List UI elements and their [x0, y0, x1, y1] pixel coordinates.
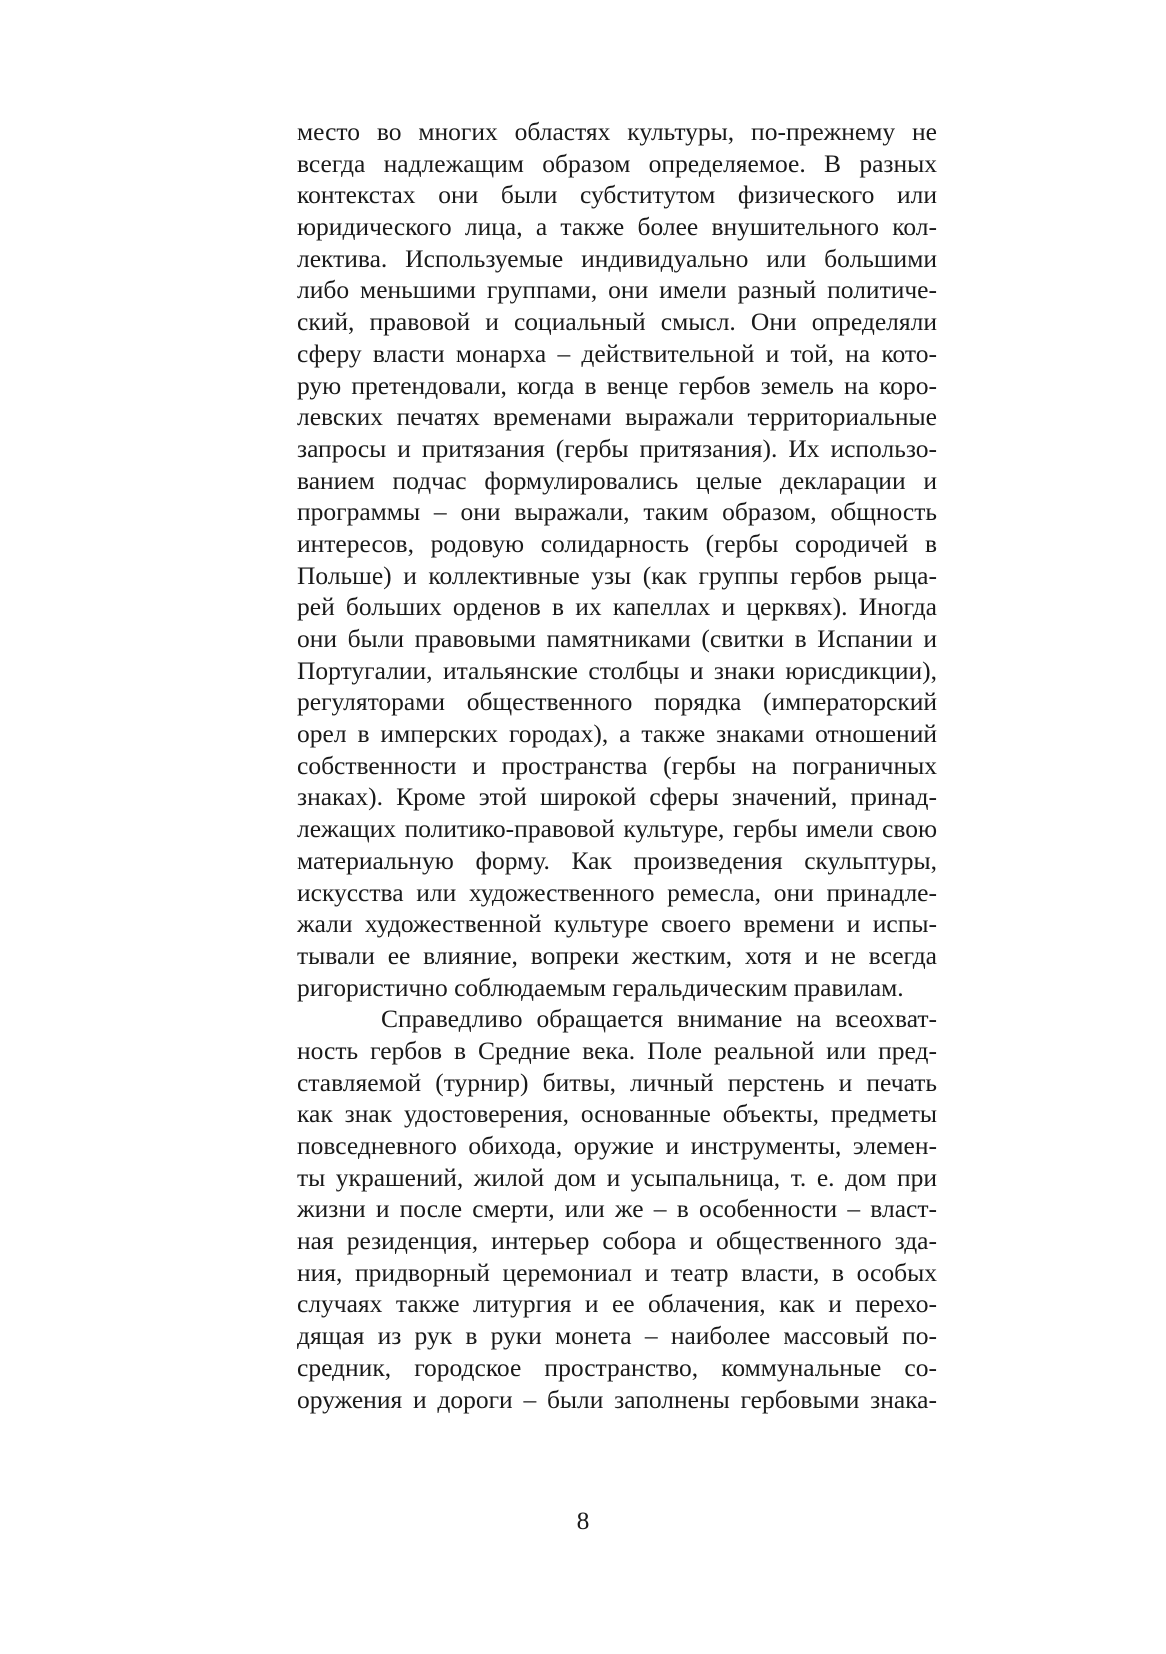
text-line: знаках). Кроме этой широкой сферы значений, принад- — [297, 782, 937, 812]
text-line: всегда надлежащим образом определяемое. В разных — [297, 148, 937, 178]
text-line: ния, придворный церемониал и театр власти, в особых — [297, 1257, 937, 1287]
text-line: регуляторами общественного порядка (императорский — [297, 687, 937, 717]
text-line: материальную форму. Как произведения скульптуры, — [297, 845, 937, 875]
text-line: Справедливо обращается внимание на всеохват- — [381, 1004, 937, 1034]
text-line: ность гербов в Средние века. Поле реальной или пред- — [297, 1035, 937, 1065]
text-line: как знак удостоверения, основанные объекты, предметы — [297, 1099, 937, 1129]
text-line: Польше) и коллективные узы (как группы гербов рыца- — [297, 560, 937, 590]
text-line: ригористично соблюдаемым геральдическим правилам. — [297, 972, 904, 1002]
text-line: ванием подчас формулировались целые декларации и — [297, 465, 937, 495]
text-line: лежащих политико-правовой культуре, гербы имели свою — [297, 814, 937, 844]
text-line: место во многих областях культуры, по-прежнему не — [297, 117, 937, 146]
text-line: ная резиденция, интерьер собора и общественного зда- — [297, 1226, 937, 1256]
text-line: случаях также литургия и ее облачения, как и перехо- — [297, 1289, 937, 1319]
text-line: они были правовыми памятниками (свитки в Испании и — [297, 624, 937, 653]
text-line: лектива. Используемые индивидуально или большими — [297, 243, 937, 273]
text-line: повседневного обихода, оружие и инструменты, элемен- — [297, 1131, 937, 1160]
text-line: средник, городское пространство, коммунальные со- — [297, 1352, 937, 1382]
text-line: Португалии, итальянские столбцы и знаки юрисдикции), — [297, 655, 937, 685]
text-line: ты украшений, жилой дом и усыпальница, т. е. дом при — [297, 1162, 937, 1192]
text-line: орел в имперских городах), а также знаками отношений — [297, 719, 937, 749]
text-line: рую претендовали, когда в венце гербов земель на коро- — [297, 370, 937, 400]
paragraph — [297, 1003, 937, 1415]
text-line: программы – они выражали, таким образом, общность — [297, 497, 937, 527]
text-line: сферу власти монарха – действительной и той, на кото- — [297, 338, 937, 368]
text-line: ставляемой (турнир) битвы, личный перстень и печать — [297, 1067, 937, 1097]
text-line: дящая из рук в руки монета – наиболее массовый по- — [297, 1321, 937, 1351]
text-line: ский, правовой и социальный смысл. Они определяли — [297, 307, 937, 337]
text-line: жали художественной культуре своего времени и испы- — [297, 909, 937, 939]
text-line: интересов, родовую солидарность (гербы сородичей в — [297, 528, 937, 558]
text-line: контекстах они были субститутом физического или — [297, 180, 937, 210]
text-line: жизни и после смерти, или же – в особенности – власт- — [297, 1194, 937, 1224]
text-line: оружения и дороги – были заполнены гербовыми знака- — [297, 1384, 937, 1414]
page-number: 8 — [576, 1506, 590, 1535]
text-line: юридического лица, а также более внушительного кол- — [297, 212, 937, 242]
text-line: запросы и притязания (гербы притязания). Их использо- — [297, 433, 937, 463]
text-line: собственности и пространства (гербы на пограничных — [297, 750, 937, 780]
text-line: либо меньшими группами, они имели разный политиче- — [297, 275, 937, 305]
text-line: левских печатях временами выражали территориальные — [297, 402, 937, 432]
paragraph — [297, 116, 937, 1003]
text-line: рей больших орденов в их капеллах и церквях). Иногда — [297, 592, 937, 622]
body-text — [297, 116, 937, 1415]
text-line: искусства или художественного ремесла, они принадле- — [297, 877, 937, 907]
text-line: тывали ее влияние, вопреки жестким, хотя и не всегда — [297, 940, 937, 970]
